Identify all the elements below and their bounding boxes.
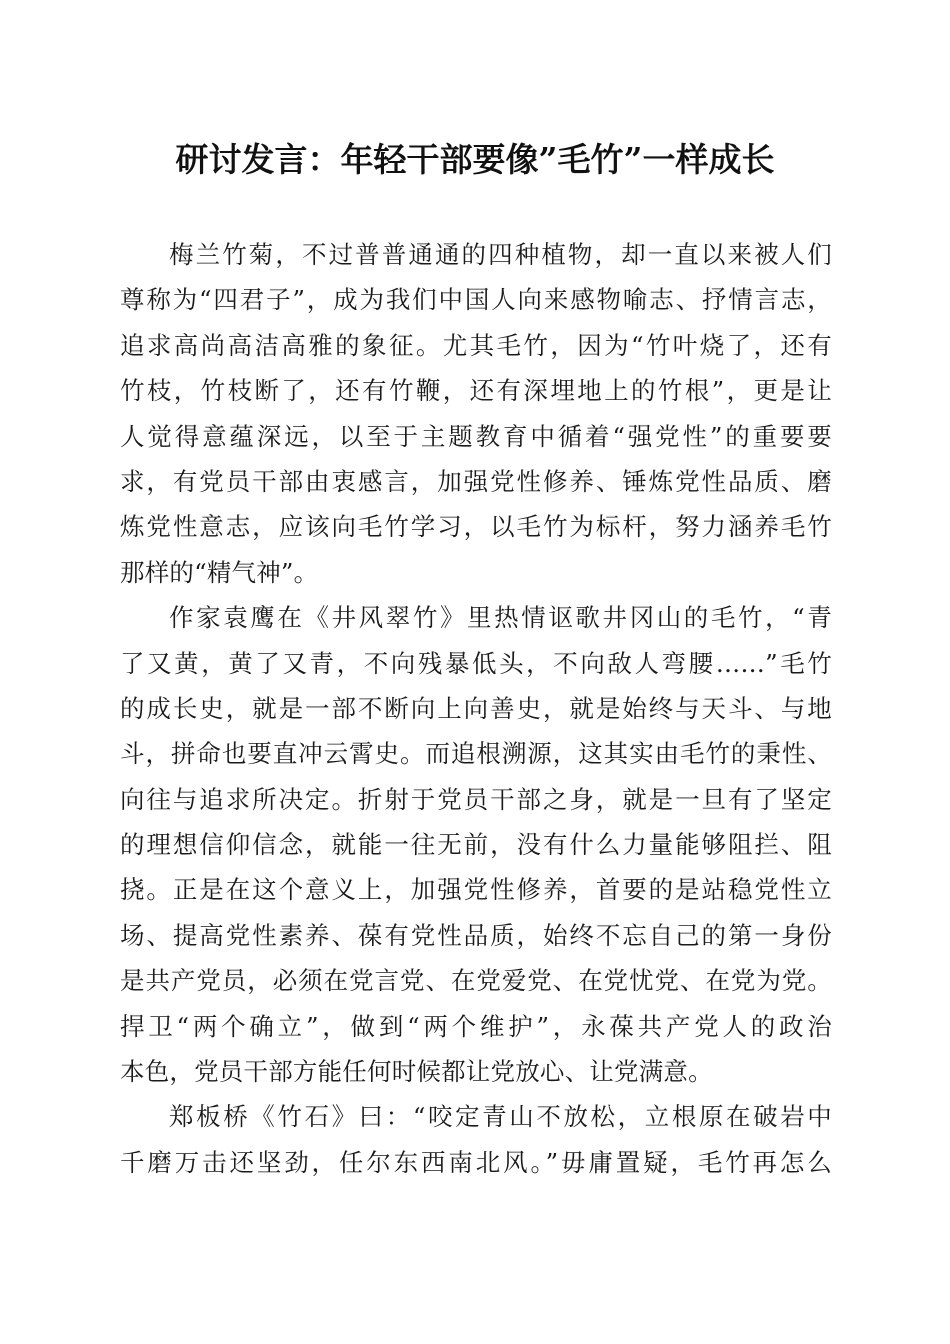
paragraph-1	[120, 232, 832, 595]
text-line: 千磨万击还坚劲，任尔东西南北风。”毋庸置疑，毛竹再怎么	[120, 1147, 832, 1177]
document-body	[120, 232, 832, 1185]
text-line: 追求高尚高洁高雅的象征。尤其毛竹，因为“竹叶烧了，还有	[120, 330, 832, 360]
text-line: 了又黄，黄了又青，不向残暴低头，不向敌人弯腰……”毛竹	[120, 648, 832, 678]
text-line: 竹枝，竹枝断了，还有竹鞭，还有深埋地上的竹根”，更是让	[120, 376, 832, 406]
text-line: 尊称为“四君子”，成为我们中国人向来感物喻志、抒情言志，	[120, 285, 832, 315]
document-title: 研讨发言：年轻干部要像”毛竹”一样成长	[175, 140, 775, 179]
text-line: 的成长史，就是一部不断向上向善史，就是始终与天斗、与地	[120, 693, 832, 723]
text-line: 求，有党员干部由衷感言，加强党性修养、锤炼党性品质、磨	[120, 466, 832, 496]
text-line: 人觉得意蕴深远，以至于主题教育中循着“强党性”的重要要	[120, 421, 832, 451]
text-line: 的理想信仰信念，就能一往无前，没有什么力量能够阻拦、阻	[120, 830, 832, 860]
text-line: 挠。正是在这个意义上，加强党性修养，首要的是站稳党性立	[120, 875, 832, 905]
text-line: 是共产党员，必须在党言党、在党爱党、在党忧党、在党为党。	[120, 966, 832, 996]
text-line: 场、提高党性素养、葆有党性品质，始终不忘自己的第一身份	[120, 920, 832, 950]
text-line: 郑板桥《竹石》曰：“咬定青山不放松，立根原在破岩中	[169, 1102, 832, 1132]
text-line: 作家袁鹰在《井风翠竹》里热情讴歌井冈山的毛竹，“青	[169, 603, 832, 633]
text-line: 梅兰竹菊，不过普普通通的四种植物，却一直以来被人们	[169, 240, 832, 269]
paragraph-2	[120, 595, 832, 1094]
paragraph-3	[120, 1094, 832, 1185]
text-line: 本色，党员干部方能任何时候都让党放心、让党满意。	[120, 1057, 713, 1087]
text-line: 捍卫“两个确立”，做到“两个维护”，永葆共产党人的政治	[120, 1011, 832, 1041]
text-line: 那样的“精气神”。	[120, 557, 319, 587]
text-line: 斗，拼命也要直冲云霄史。而追根溯源，这其实由毛竹的秉性、	[120, 739, 832, 769]
text-line: 向往与追求所决定。折射于党员干部之身，就是一旦有了坚定	[120, 784, 832, 814]
text-line: 炼党性意志，应该向毛竹学习，以毛竹为标杆，努力涵养毛竹	[120, 512, 832, 542]
